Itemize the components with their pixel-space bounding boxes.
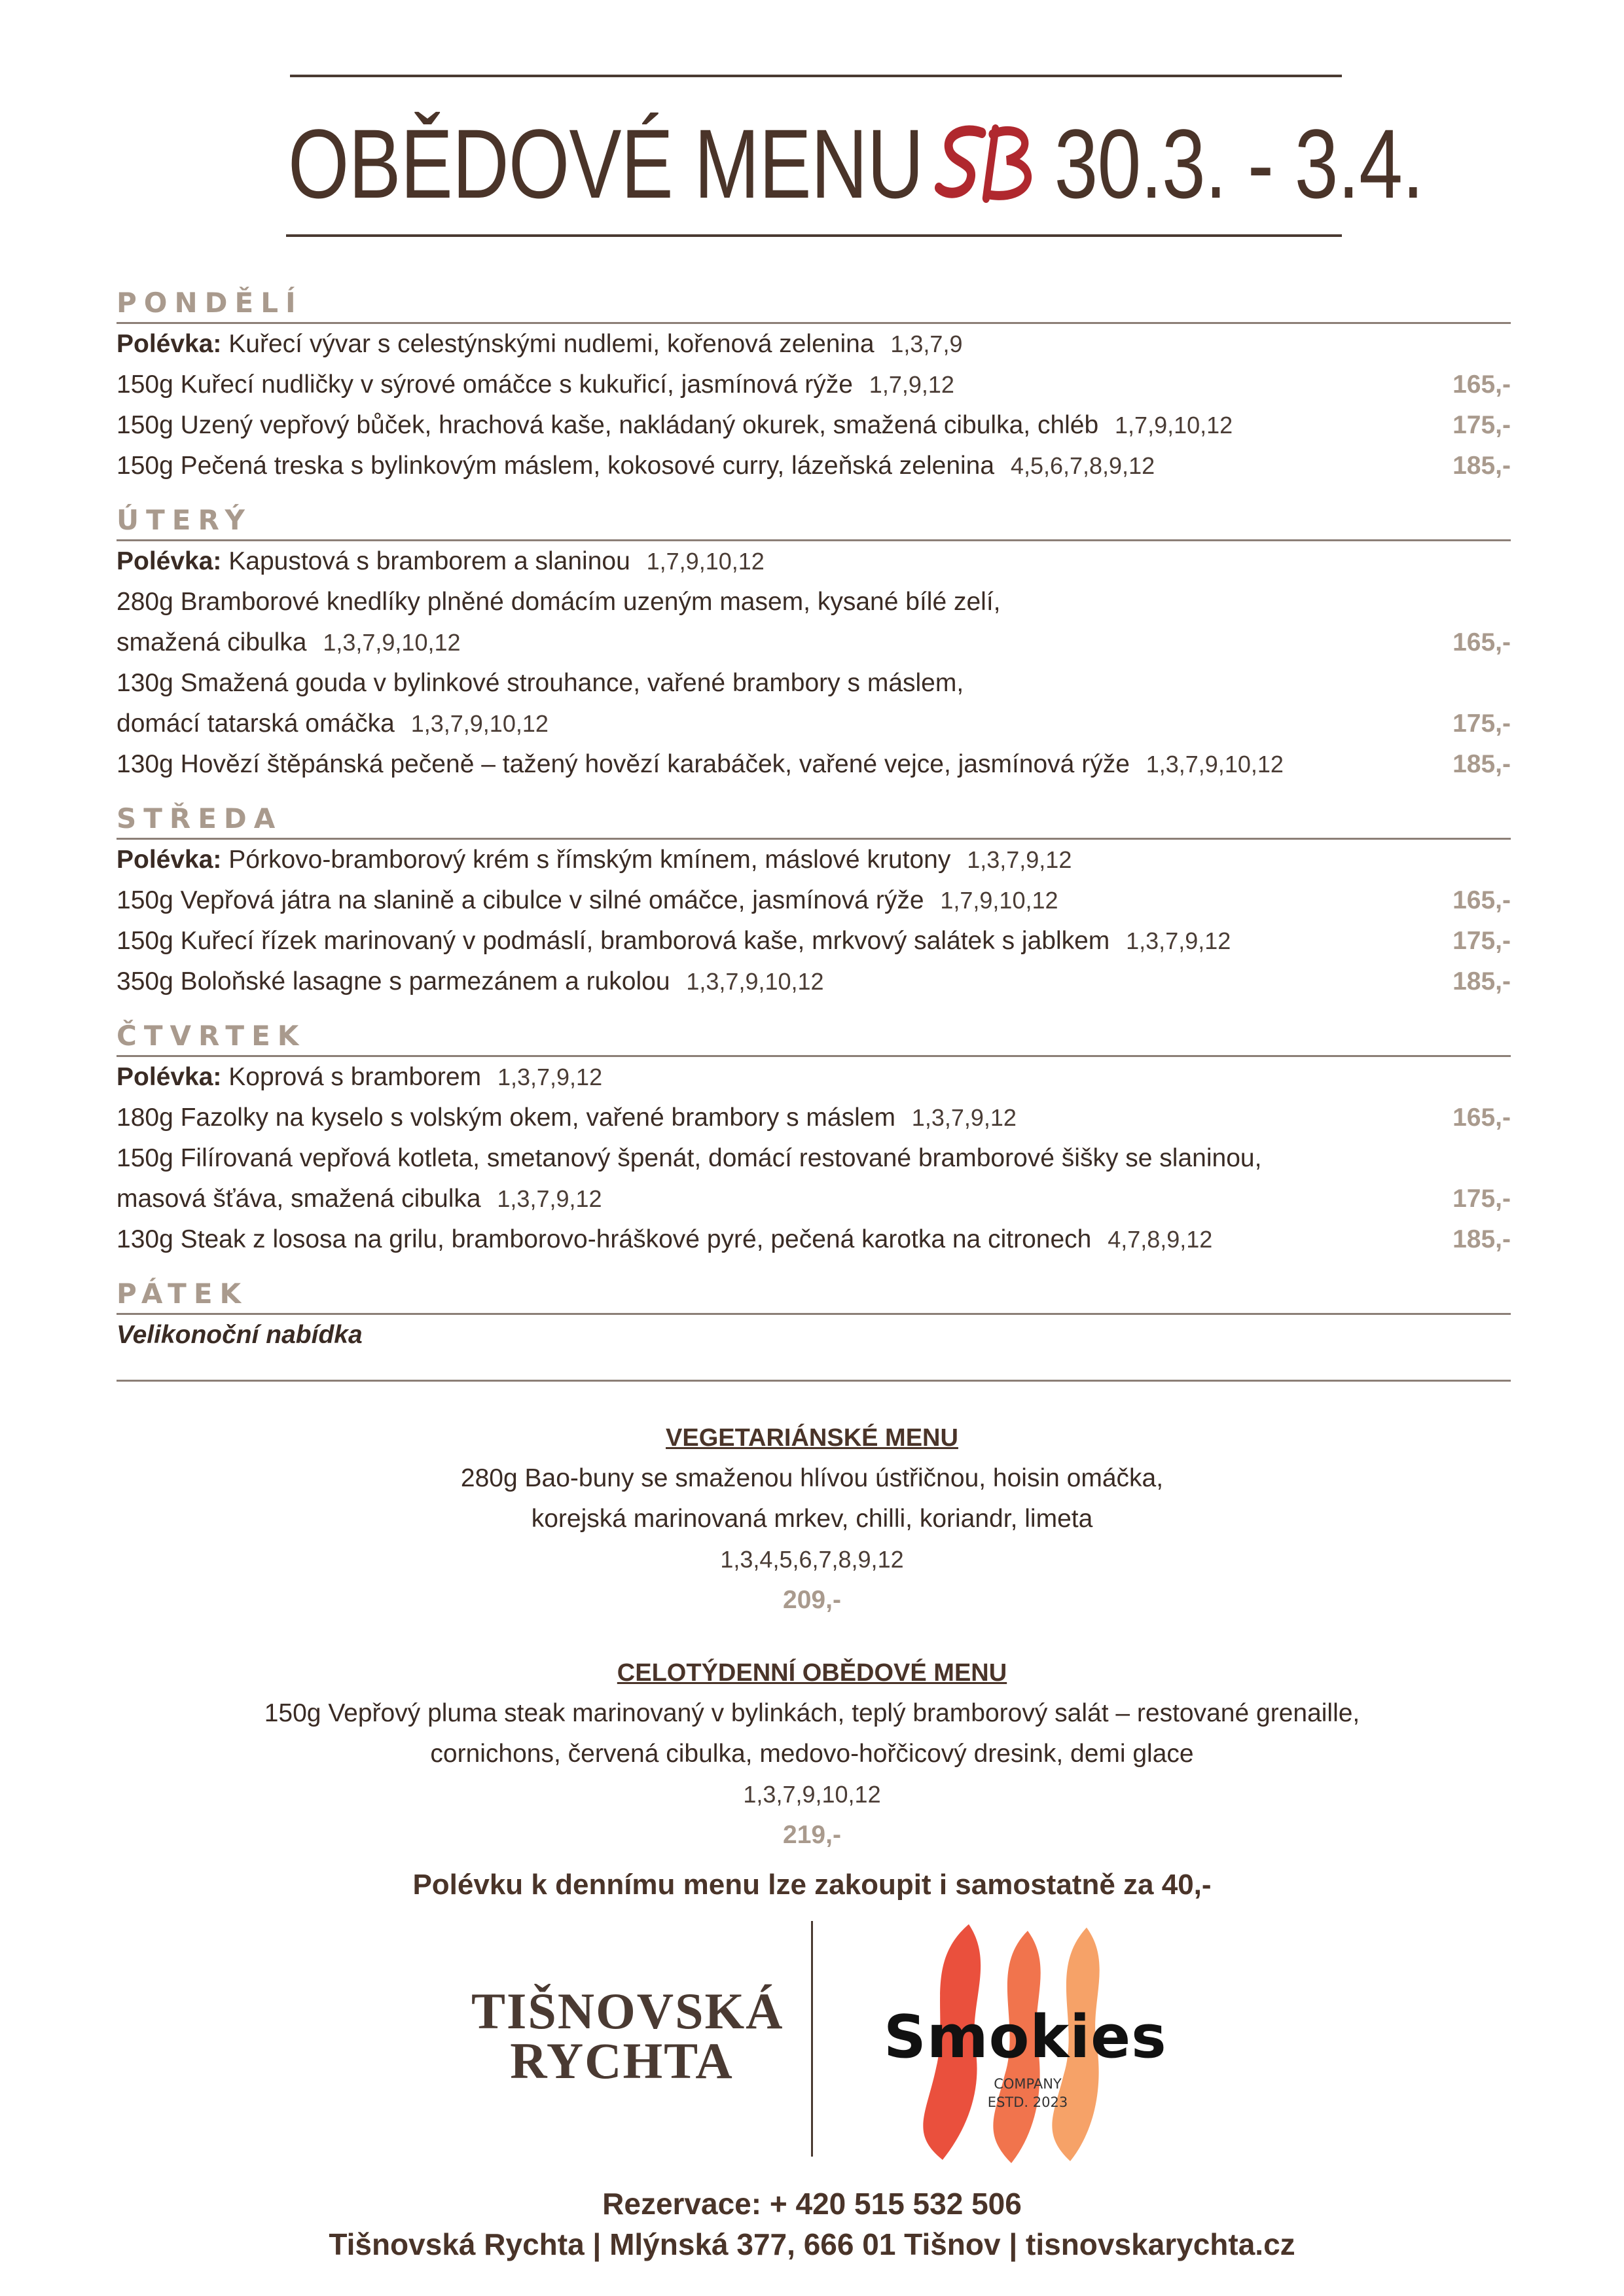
allergens: 1,3,7,9,12 <box>497 1064 603 1090</box>
weekly-line-1: 150g Vepřový pluma steak marinovaný v bylinkách, teplý bramborový salát – restované grenaille, <box>264 1699 1360 1727</box>
dish-text: 130g Steak z lososa na grilu, bramborovo-hráškové pyré, pečená karotka na citronech <box>117 1225 1092 1253</box>
dish-text: masová šťáva, smažená cibulka <box>117 1185 481 1213</box>
price: 175,- <box>1453 709 1511 738</box>
dish-text: domácí tatarská omáčka <box>117 709 395 738</box>
dish-text: 130g Smažená gouda v bylinkové strouhance, vařené brambory s máslem, <box>117 669 964 697</box>
day-name: PÁTEK <box>117 1278 249 1310</box>
dish-text: 150g Filírovaná vepřová kotleta, smetanový špenát, domácí restované bramborové šišky se slaninou, <box>117 1144 1262 1172</box>
dish-text: Pórkovo-bramborový krém s římským kmínem, máslové krutony <box>228 846 951 874</box>
dish-row <box>117 446 1511 486</box>
allergens: 1,3,7,9,12 <box>497 1185 602 1212</box>
allergens: 1,3,7,9,10,12 <box>686 968 824 995</box>
day-name: ČTVRTEK <box>117 1020 306 1052</box>
dish-row <box>117 365 1511 405</box>
dish-row <box>117 1179 1511 1219</box>
smokies-established: ESTD. 2023 <box>987 2094 1068 2110</box>
dish-text: smažená cibulka <box>117 628 307 656</box>
header-top-rule <box>290 75 1342 77</box>
rychta-logo-line-2: RYCHTA <box>510 2032 734 2089</box>
allergens: 1,3,7,9,12 <box>967 846 1072 873</box>
allergens: 4,5,6,7,8,9,12 <box>1010 452 1155 479</box>
allergens: 4,7,8,9,12 <box>1108 1226 1213 1253</box>
soup-label: Polévka: <box>117 846 222 874</box>
reservation-line: Rezervace: + 420 515 532 506 <box>602 2187 1022 2221</box>
allergens: 1,7,9,10,12 <box>940 887 1058 914</box>
dish-text: 350g Boloňské lasagne s parmezánem a rukolou <box>117 967 670 996</box>
dish-row <box>117 1098 1511 1138</box>
allergens: 1,3,7,9,10,12 <box>323 629 461 656</box>
weekly-heading: CELOTÝDENNÍ OBĚDOVÉ MENU <box>617 1659 1007 1687</box>
dish-row <box>117 921 1511 961</box>
price: 165,- <box>1453 1103 1511 1132</box>
allergens: 1,3,7,9,12 <box>1126 927 1231 954</box>
page-title <box>288 105 1424 223</box>
dish-text: 280g Bramborové knedlíky plněné domácím uzeným masem, kysané bílé zelí, <box>117 588 1001 616</box>
soup-note: Polévku k dennímu menu lze zakoupit i samostatně za 40,- <box>412 1869 1212 1901</box>
dish-row <box>117 622 1511 663</box>
rychta-logo-line-1: TIŠNOVSKÁ <box>471 1982 784 2039</box>
weekly-allergens: 1,3,7,9,10,12 <box>743 1781 881 1808</box>
day-friday <box>117 1278 1511 1355</box>
dish-text: Kuřecí vývar s celestýnskými nudlemi, kořenová zelenina <box>228 330 875 358</box>
allergens: 1,7,9,10,12 <box>646 548 765 575</box>
vegetarian-price: 209,- <box>783 1586 841 1614</box>
friday-note: Velikonoční nabídka <box>117 1321 363 1349</box>
allergens: 1,3,7,9,10,12 <box>1146 751 1284 778</box>
soup-label: Polévka: <box>117 330 222 358</box>
dish-row <box>117 1138 1511 1179</box>
price: 185,- <box>1453 452 1511 480</box>
weekly-menu <box>0 1653 1624 1856</box>
title-left: OBĚDOVÉ MENU <box>288 108 924 219</box>
dish-text: 150g Vepřová játra na slanině a cibulce v silné omáčce, jasmínová rýže <box>117 886 924 914</box>
dish-row <box>117 961 1511 1002</box>
price: 175,- <box>1453 927 1511 955</box>
dish-text: 150g Pečená treska s bylinkovým máslem, kokosové curry, lázeňská zelenina <box>117 452 995 480</box>
dish-row <box>117 405 1511 446</box>
sb-logo-icon <box>934 115 1044 213</box>
smokies-wordmark: Smokies <box>884 2003 1167 2072</box>
soup-row <box>117 840 1511 880</box>
allergens: 1,7,9,12 <box>869 371 954 398</box>
day-name: ÚTERÝ <box>117 504 252 536</box>
allergens: 1,3,7,9 <box>890 331 963 357</box>
day-tuesday <box>117 504 1511 785</box>
vegetarian-line-2: korejská marinovaná mrkev, chilli, koriandr, limeta <box>531 1505 1093 1533</box>
allergens: 1,3,7,9,10,12 <box>410 710 549 737</box>
price: 165,- <box>1453 370 1511 399</box>
dish-text: Koprová s bramborem <box>228 1063 482 1091</box>
smokies-logo <box>871 1918 1165 2166</box>
price: 185,- <box>1453 750 1511 778</box>
day-name: STŘEDA <box>117 802 283 834</box>
dish-row <box>117 704 1511 744</box>
soup-row <box>117 541 1511 582</box>
price: 165,- <box>1453 886 1511 914</box>
soup-row <box>117 324 1511 365</box>
dish-row <box>117 663 1511 704</box>
price: 165,- <box>1453 628 1511 656</box>
price: 175,- <box>1453 411 1511 439</box>
day-thursday <box>117 1020 1511 1260</box>
header-bottom-rule <box>286 234 1342 237</box>
title-dates: 30.3. - 3.4. <box>1054 108 1424 219</box>
weekly-price: 219,- <box>783 1821 841 1849</box>
dish-text: 180g Fazolky na kyselo s volským okem, vařené brambory s máslem <box>117 1103 895 1132</box>
smokies-subtitle <box>962 2075 1093 2111</box>
section-divider <box>117 1380 1511 1382</box>
dish-text: 150g Kuřecí nudličky v sýrové omáčce s kukuřicí, jasmínová rýže <box>117 370 853 399</box>
allergens: 1,7,9,10,12 <box>1115 412 1233 439</box>
weekly-line-2: cornichons, červená cibulka, medovo-hořčicový dresink, demi glace <box>430 1740 1194 1768</box>
vegetarian-line-1: 280g Bao-buny se smaženou hlívou ústřičnou, hoisin omáčka, <box>460 1464 1164 1492</box>
soup-row <box>117 1057 1511 1098</box>
allergens: 1,3,7,9,12 <box>911 1104 1017 1131</box>
dish-row <box>117 1219 1511 1260</box>
address-line: Tišnovská Rychta | Mlýnská 377, 666 01 Tišnov | tisnovskarychta.cz <box>329 2227 1295 2261</box>
tisnovska-rychta-logo <box>471 1982 784 2089</box>
price: 175,- <box>1453 1185 1511 1213</box>
vegetarian-menu <box>0 1418 1624 1621</box>
vegetarian-heading: VEGETARIÁNSKÉ MENU <box>666 1424 958 1452</box>
soup-label: Polévka: <box>117 547 222 575</box>
day-name: PONDĚLÍ <box>117 287 303 319</box>
dish-row <box>117 744 1511 785</box>
smokies-company: COMPANY <box>994 2076 1062 2092</box>
dish-text: 150g Uzený vepřový bůček, hrachová kaše, nakládaný okurek, smažená cibulka, chléb <box>117 411 1099 439</box>
soup-label: Polévka: <box>117 1063 222 1091</box>
price: 185,- <box>1453 967 1511 996</box>
dish-row <box>117 582 1511 622</box>
logo-divider <box>811 1921 813 2157</box>
dish-text: 150g Kuřecí řízek marinovaný v podmáslí, bramborová kaše, mrkvový salátek s jablkem <box>117 927 1110 955</box>
price: 185,- <box>1453 1225 1511 1253</box>
dish-row <box>117 880 1511 921</box>
day-wednesday <box>117 802 1511 1002</box>
vegetarian-allergens: 1,3,4,5,6,7,8,9,12 <box>720 1546 904 1573</box>
dish-text: 130g Hovězí štěpánská pečeně – tažený hovězí karabáček, vařené vejce, jasmínová rýže <box>117 750 1130 778</box>
dish-text: Kapustová s bramborem a slaninou <box>228 547 630 575</box>
day-monday <box>117 287 1511 486</box>
